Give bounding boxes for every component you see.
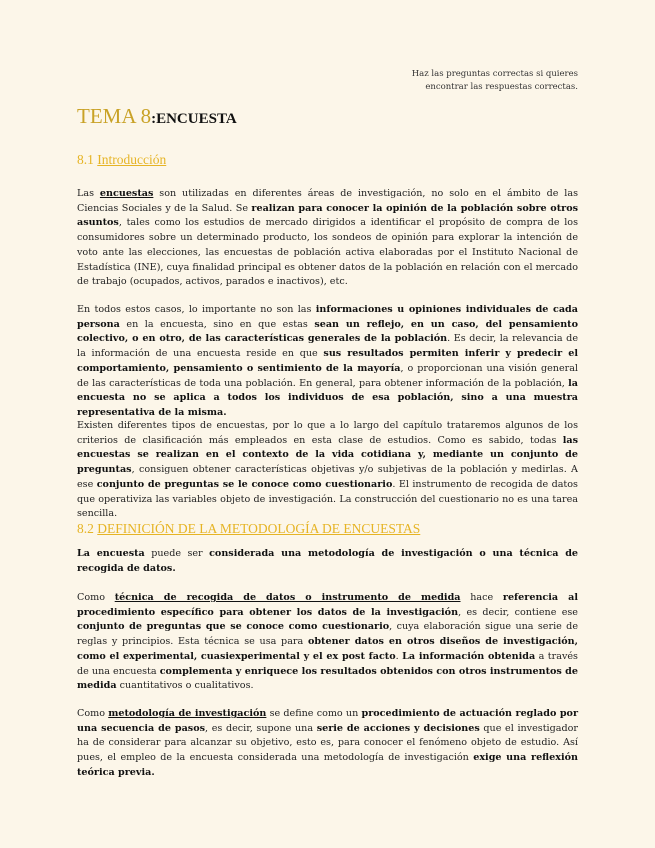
paragraph-1: Las encuestas son utilizadas en diferentes áreas de investigación, no solo en el ámbito de las Ciencias Sociales y de la Salud. Se realizan para conocer la opinión de la población sobre otros asuntos, tales como los estudios de mercado dirigidos a identificar el propósito de compra de los consumidores sobre un determinado producto, los sondeos de opinión para explorar la intención de voto ante las elecciones, las encuestas de población activa elaboradas por el Instituto Nacional de Estadística (INE), cuya finalidad principal es obtener datos de la población en relación con el mercado de trabajo (ocupados, activos, parados e inactivos), etc. [77, 188, 578, 288]
emphasis: la encuesta no se aplica a todos los individuos de esa población, sino a una muestra representativa de la misma. [77, 377, 578, 418]
emphasis: serie de acciones y decisiones [316, 722, 480, 734]
paragraph-6: Como metodología de investigación se define como un procedimiento de actuación reglado por una secuencia de pasos, es decir, supone una serie de acciones y decisiones que el investigador ha de considerar para alcanzar su objetivo, esto es, para conocer el fenómeno objeto de estudio. Así pues, el empleo de la encuesta considerada una metodología de investigación exige una reflexión teórica previa. [77, 708, 579, 778]
emphasis: realizan para conocer la opinión de la población sobre otros asuntos [77, 202, 578, 229]
emphasis: considerada una metodología de investigación o una técnica de recogida de datos. [77, 548, 579, 574]
paragraph-5: Como técnica de recogida de datos o instrumento de medida hace referencia al procedimiento específico para obtener los datos de la investigación, es decir, contiene ese conjunto de preguntas que se conoce como cuestionario, cuya elaboración sigue una serie de reglas y principios. Esta técnica se usa para obtener datos en otros diseños de investigación, como el experimental, cuasiexperimental y el ex post facto. La información obtenida a través de una encuesta complementa y enriquece los resultados obtenidos con otros instrumentos de medida cuantitativos o cualitativos. [77, 592, 578, 692]
quote-line-1: Haz las preguntas correctas si quieres [411, 69, 578, 79]
chapter-name: :ENCUESTA [151, 111, 237, 127]
section-title: DEFINICIÓN DE LA METODOLOGÍA DE ENCUESTAS [97, 521, 421, 536]
emphasis: informaciones u opiniones individuales de cada persona [77, 304, 578, 330]
emphasis: exige una reflexión teórica previa. [77, 752, 578, 778]
section-heading-definition [77, 521, 420, 537]
emphasis: metodología de investigación [108, 708, 267, 719]
emphasis: encuestas [99, 188, 154, 199]
emphasis: sean un reflejo, en un caso, del pensamiento colectivo, o en otro, de las características generales de la población [77, 318, 578, 345]
emphasis: La encuesta [77, 548, 145, 559]
paragraph-2: En todos estos casos, lo importante no son las informaciones u opiniones individuales de cada persona en la encuesta, sino en que estas sean un reflejo, en un caso, del pensamiento colectivo, o en otro, de las características generales de la población. Es decir, la relevancia de la información de una encuesta reside en que sus resultados permiten inferir y predecir el comportamiento, pensamiento o sentimiento de la mayoría, o proporcionan una visión general de las características de toda una población. En general, para obtener información de la población, la encuesta no se aplica a todos los individuos de esa población, sino a una muestra representativa de la misma. [77, 304, 578, 418]
section-number: 8.2 [77, 521, 98, 536]
paragraph-4: La encuesta puede ser considerada una metodología de investigación o una técnica de recogida de datos. [77, 548, 579, 574]
emphasis: sus resultados permiten inferir y predecir el comportamiento, pensamiento o sentimiento de la mayoría [77, 348, 578, 374]
section-title: Introducción [97, 152, 167, 167]
section-heading-intro [77, 152, 166, 168]
emphasis: complementa y enriquece los resultados obtenidos con otros instrumentos de medida [77, 665, 578, 692]
emphasis: procedimiento de actuación reglado por una secuencia de pasos [77, 708, 579, 734]
emphasis: conjunto de preguntas se le conoce como cuestionario [96, 478, 393, 490]
emphasis: referencia al procedimiento específico para obtener los datos de la investigación [77, 592, 578, 618]
emphasis: técnica de recogida de datos o instrumento de medida [114, 592, 461, 603]
section-number: 8.1 [77, 152, 98, 167]
paragraph-3: Existen diferentes tipos de encuestas, por lo que a lo largo del capítulo trataremos algunos de los criterios de clasificación más empleados en esta clase de estudios. Como es sabido, todas las encuestas se realizan en el contexto de la vida cotidiana y, mediante un conjunto de preguntas, consiguen obtener características objetivas y/o subjetivas de la población y medirlas. A ese conjunto de preguntas se le conoce como cuestionario. El instrumento de recogida de datos que operativiza las variables objeto de investigación. La construcción del cuestionario no es una tarea sencilla. [77, 420, 578, 520]
quote-line-2: encontrar las respuestas correctas. [425, 82, 578, 92]
chapter-number: TEMA 8 [77, 104, 152, 128]
epigraph-quote [412, 68, 578, 94]
emphasis: obtener datos en otros diseños de investigación, como el experimental, cuasiexperimental y el ex post facto [77, 636, 578, 662]
emphasis: las encuestas se realizan en el contexto de la vida cotidiana y, mediante un conjunto de preguntas [77, 434, 578, 476]
emphasis: La información obtenida [402, 650, 536, 662]
chapter-title [77, 104, 237, 129]
emphasis: conjunto de preguntas que se conoce como cuestionario [77, 621, 390, 633]
